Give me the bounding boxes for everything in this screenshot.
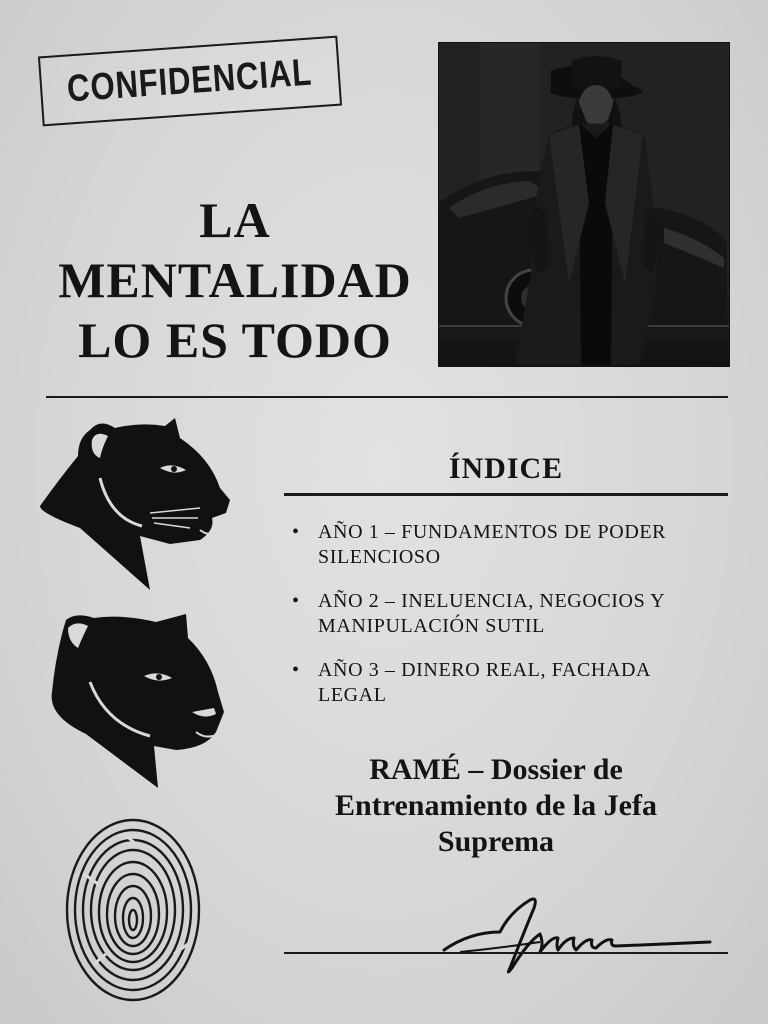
panther-head-icon <box>46 612 226 790</box>
index-item <box>288 658 708 708</box>
index-item <box>288 520 708 570</box>
title-line: LO ES TODO <box>78 312 392 368</box>
dossier-subtitle <box>284 752 708 860</box>
panther-head-icon <box>40 418 232 593</box>
signature <box>440 892 720 976</box>
subtitle-line: RAMÉ – Dossier de <box>369 753 623 786</box>
page-title <box>40 190 430 370</box>
title-line: LA <box>199 192 271 248</box>
stamp-label: CONFIDENCIAL <box>66 50 314 111</box>
index-item-text: AÑO 1 – FUNDAMENTOS DE PODER SILENCIOSO <box>318 521 667 568</box>
signature-line <box>284 952 728 954</box>
index-item-text: AÑO 2 – INELUENCIA, NEGOCIOS Y MANIPULACIÓN SUTIL <box>318 590 665 637</box>
bullet: • <box>292 590 300 612</box>
divider-index <box>284 493 728 496</box>
subtitle-line: Suprema <box>437 825 555 858</box>
title-line: MENTALIDAD <box>58 252 412 308</box>
confidential-stamp <box>38 36 342 127</box>
index-item <box>288 589 708 639</box>
index-heading: ÍNDICE <box>448 452 564 485</box>
index-item-text: AÑO 3 – DINERO REAL, FACHADA LEGAL <box>318 659 650 706</box>
divider-top <box>46 396 728 398</box>
bullet: • <box>292 659 300 681</box>
cover-photo <box>438 42 730 367</box>
fingerprint-icon <box>64 814 202 1002</box>
bullet: • <box>292 521 300 543</box>
index-list <box>288 520 708 727</box>
subtitle-line: Entrenamiento de la Jefa <box>335 789 657 822</box>
